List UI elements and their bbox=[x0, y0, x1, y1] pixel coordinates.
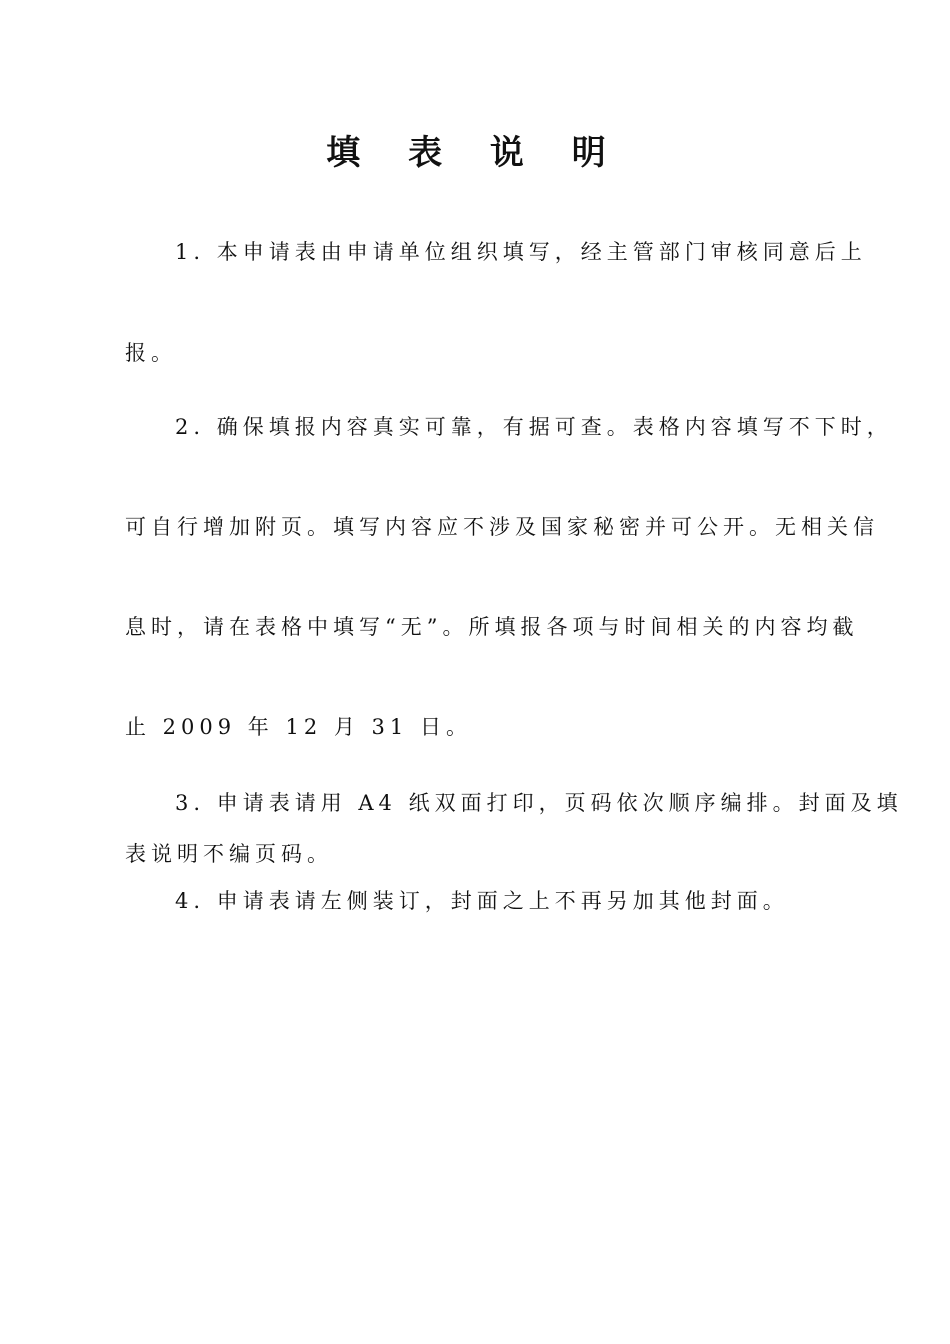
instruction-2-line-2: 可自行增加附页。填写内容应不涉及国家秘密并可公开。无相关信 bbox=[125, 515, 879, 539]
instruction-1-line-1: 1. 本申请表由申请单位组织填写，经主管部门审核同意后上 bbox=[175, 240, 867, 264]
page-title: 填 表 说 明 bbox=[326, 133, 624, 173]
instruction-2-line-4: 止 2009 年 12 月 31 日。 bbox=[125, 715, 472, 739]
instruction-3-line-1: 3. 申请表请用 A4 纸双面打印，页码依次顺序编排。封面及填 bbox=[175, 791, 903, 815]
instruction-2-line-1: 2. 确保填报内容真实可靠，有据可查。表格内容填写不下时， bbox=[175, 415, 893, 439]
instruction-1-line-2: 报。 bbox=[125, 341, 177, 365]
instruction-3-line-2: 表说明不编页码。 bbox=[125, 842, 333, 866]
instruction-4-line-1: 4. 申请表请左侧装订，封面之上不再另加其他封面。 bbox=[175, 889, 789, 913]
instruction-2-line-3: 息时，请在表格中填写“无”。所填报各项与时间相关的内容均截 bbox=[125, 615, 859, 639]
